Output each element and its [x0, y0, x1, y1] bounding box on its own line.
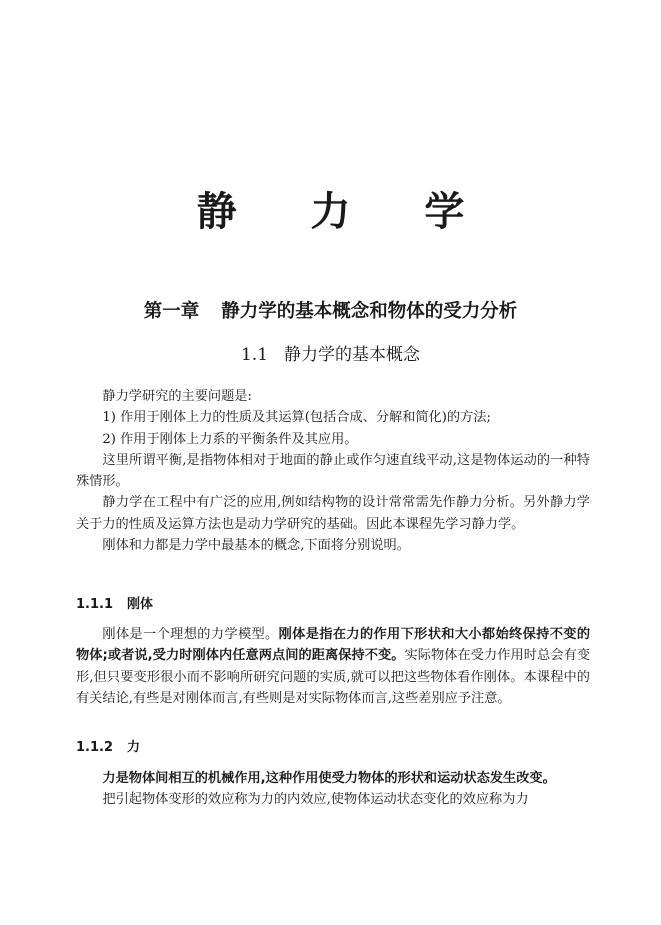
force-block	[76, 768, 590, 811]
subsection-heading-rigid-body	[76, 595, 153, 615]
rigid-body-text-a: 刚体是一个理想的力学模型。	[102, 627, 279, 642]
subsection-name: 力	[127, 740, 141, 755]
intro-block	[76, 386, 590, 556]
intro-paragraph-1: 静力学研究的主要问题是:	[102, 389, 252, 404]
intro-paragraph-3: 静力学在工程中有广泛的应用,例如结构物的设计常常需先作静力分析。另外静力学关于力的性质及运算方法也是动力学研究的基础。因此本课程先学习静力学。	[76, 495, 590, 532]
force-definition: 力是物体间相互的机械作用,这种作用使受力物体的形状和运动状态发生改变。	[102, 771, 556, 786]
rigid-body-text-b: 实际物体在受力作用时总会有变形,但只要变形很小而不影响所研究问题的实质,就可以把这些物体看作刚体。本课程中的有关结论,有些是对刚体而言,有些则是对实际物体而言,这些差别应予注意。	[76, 648, 591, 706]
rigid-body-block	[76, 624, 590, 709]
chapter-title	[0, 299, 661, 325]
intro-paragraph-4: 刚体和力都是力学中最基本的概念,下面将分别说明。	[102, 538, 410, 554]
intro-item-1: 1) 作用于刚体上力的性质及其运算(包括合成、分解和简化)的方法;	[102, 410, 491, 426]
part-title: 静 力 学	[196, 189, 495, 235]
chapter-number: 第一章	[143, 301, 200, 322]
intro-paragraph-2: 这里所谓平衡,是指物体相对于地面的静止或作匀速直线平动,这是物体运动的一种特殊情形。	[76, 452, 590, 490]
section-number: 1.1	[240, 345, 269, 365]
rigid-body-paragraph	[76, 624, 590, 709]
subsection-name: 刚体	[127, 597, 154, 612]
subsection-heading-force	[76, 738, 140, 758]
force-paragraph: 把引起物体变形的效应称为力的内效应,使物体运动状态变化的效应称为力	[102, 792, 529, 808]
section-title	[0, 342, 661, 368]
subsection-number: 1.1.2	[76, 740, 114, 755]
intro-item-2: 2) 作用于刚体上力系的平衡条件及其应用。	[102, 431, 358, 447]
rigid-body-definition: 刚体是指在力的作用下形状和大小都始终保持不变的物体;或者说,受力时刚体内任意两点间的距离保持不变。	[76, 627, 591, 664]
subsection-number: 1.1.1	[76, 597, 114, 612]
section-name: 静力学的基本概念	[284, 345, 421, 365]
chapter-name: 静力学的基本概念和物体的受力分析	[221, 301, 518, 322]
